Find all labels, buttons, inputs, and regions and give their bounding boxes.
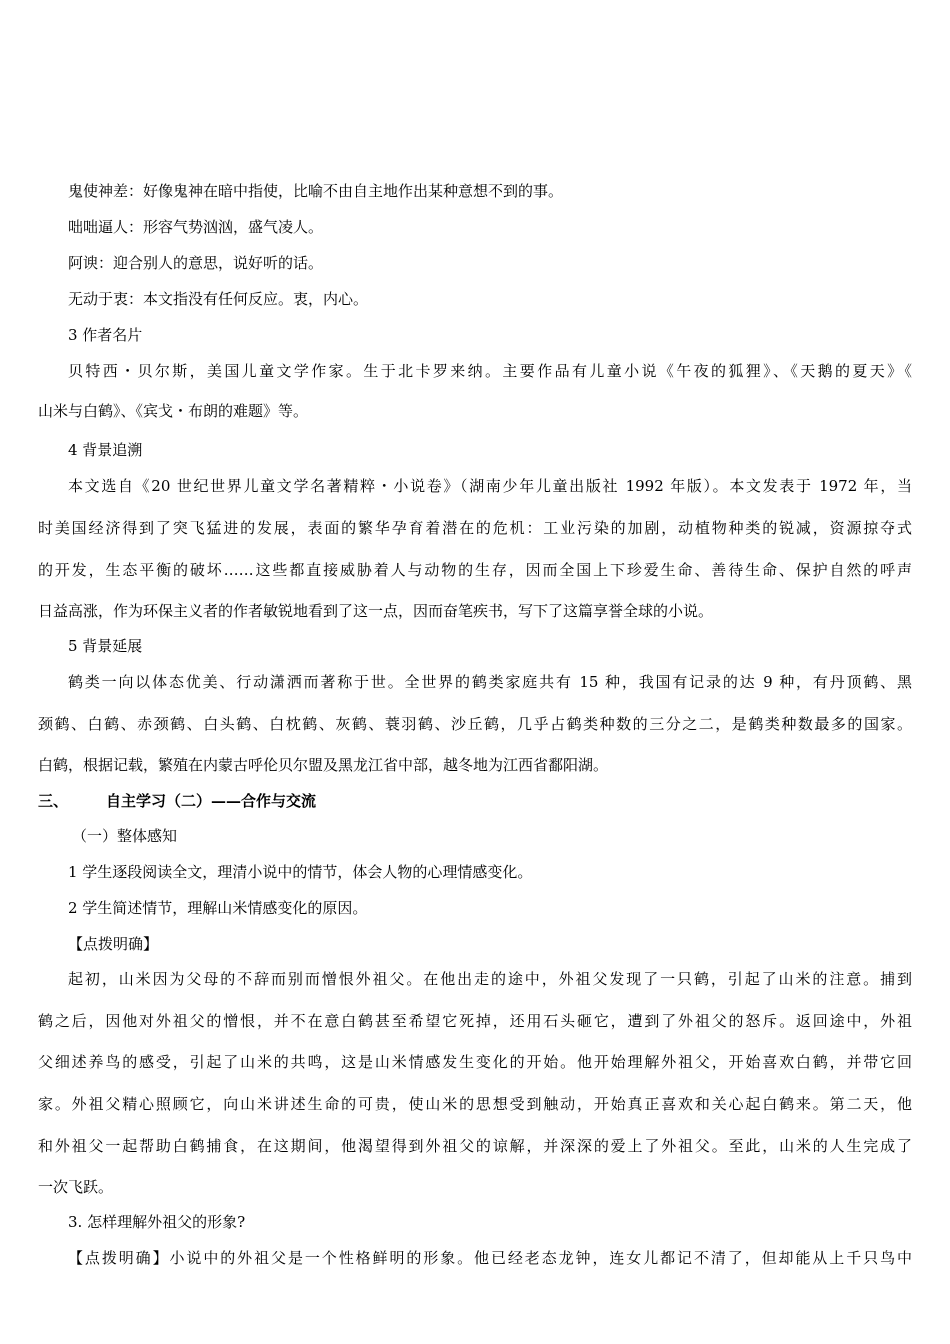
answer-paragraph-line: 父细述养鸟的感受，引起了山米的共鸣，这是山米情感发生变化的开始。他开始理解外祖父，开始喜欢白鹤，并带它回: [38, 1053, 912, 1071]
heading-background-trace: 4 背景追溯: [68, 441, 143, 459]
vocab-duoduobiren: 咄咄逼人：形容气势汹汹，盛气凌人。: [68, 218, 324, 236]
extension-paragraph-line: 颈鹤、白鹤、赤颈鹤、白头鹤、白枕鹤、灰鹤、蓑羽鹤、沙丘鹤，几乎占鹤类种数的三分之二，是鹤类种数最多的国家。: [38, 715, 912, 733]
background-paragraph-line: 时美国经济得到了突飞猛进的发展，表面的繁华孕育着潜在的危机：工业污染的加剧，动植物种类的锐减，资源掠夺式: [38, 519, 912, 537]
background-paragraph-line: 的开发，生态平衡的破坏……这些都直接威胁着人与动物的生存，因而全国上下珍爱生命、善待生命、保护自然的呼声: [38, 561, 912, 579]
section-number: 三、: [38, 792, 69, 810]
section-three-heading: [38, 791, 912, 811]
label-guidance: 【点拨明确】: [68, 1249, 170, 1267]
answer-paragraph-line: 家。外祖父精心照顾它，向山米讲述生命的可贵，使山米的思想受到触动，开始真正喜欢和关心起白鹤来。第二天，他: [38, 1095, 912, 1113]
label-guidance: 【点拨明确】: [68, 935, 159, 953]
extension-paragraph-line: 鹤类一向以体态优美、行动潇洒而著称于世。全世界的鹤类家庭共有 15 种，我国有记录的达 9 种，有丹顶鹤、黑: [68, 673, 912, 691]
vocab-wudongyuzhong: 无动于衷：本文指没有任何反应。衷，内心。: [68, 290, 369, 308]
answer-paragraph-line: 鹤之后，因他对外祖父的憎恨，并不在意白鹤甚至希望它死掉，还用石头砸它，遭到了外祖父的怒斥。返回途中，外祖: [38, 1012, 912, 1030]
question-grandfather: 3. 怎样理解外祖父的形象?: [68, 1213, 246, 1231]
answer-paragraph-line: 一次飞跃。: [38, 1178, 114, 1196]
task-item: 2 学生简述情节，理解山米情感变化的原因。: [68, 899, 368, 917]
extension-paragraph-line: 白鹤，根据记载，繁殖在内蒙古呼伦贝尔盟及黑龙江省中部，越冬地为江西省鄱阳湖。: [38, 756, 609, 774]
vocab-ayu: 阿谀：迎合别人的意思，说好听的话。: [68, 254, 324, 272]
section-title: 自主学习（二）——合作与交流: [106, 792, 317, 810]
task-item: 1 学生逐段阅读全文，理清小说中的情节，体会人物的心理情感变化。: [68, 863, 533, 881]
background-paragraph-line: 日益高涨，作为环保主义者的作者敏锐地看到了这一点，因而奋笔疾书，写下了这篇享誉全球的小说。: [38, 602, 714, 620]
author-paragraph-line: 山米与白鹤》、《宾戈・布朗的难题》等。: [38, 402, 309, 420]
heading-author-card: 3 作者名片: [68, 326, 143, 344]
answer-paragraph-line: 起初，山米因为父母的不辞而别而憎恨外祖父。在他出走的途中，外祖父发现了一只鹤，引起了山米的注意。捕到: [68, 970, 912, 988]
answer-paragraph-line: 和外祖父一起帮助白鹤捕食，在这期间，他渴望得到外祖父的谅解，并深深的爱上了外祖父。至此，山米的人生完成了: [38, 1137, 912, 1155]
background-paragraph-line: 本文选自《20 世纪世界儿童文学名著精粹・小说卷》（湖南少年儿童出版社 1992 年版）。本文发表于 1972 年，当: [68, 477, 912, 495]
author-paragraph-line: 贝特西・贝尔斯，美国儿童文学作家。生于北卡罗来纳。主要作品有儿童小说《午夜的狐狸》、《天鹅的夏天》《: [68, 362, 912, 380]
heading-background-extension: 5 背景延展: [68, 637, 143, 655]
subheading-overall-perception: （一）整体感知: [72, 827, 178, 845]
grandfather-paragraph-line: [68, 1248, 912, 1268]
vocab-guishishencha: 鬼使神差：好像鬼神在暗中指使，比喻不由自主地作出某种意想不到的事。: [68, 182, 564, 200]
grandfather-paragraph-text: 小说中的外祖父是一个性格鲜明的形象。他已经老态龙钟，连女儿都记不清了，但却能从上千只鸟中: [169, 1249, 912, 1267]
